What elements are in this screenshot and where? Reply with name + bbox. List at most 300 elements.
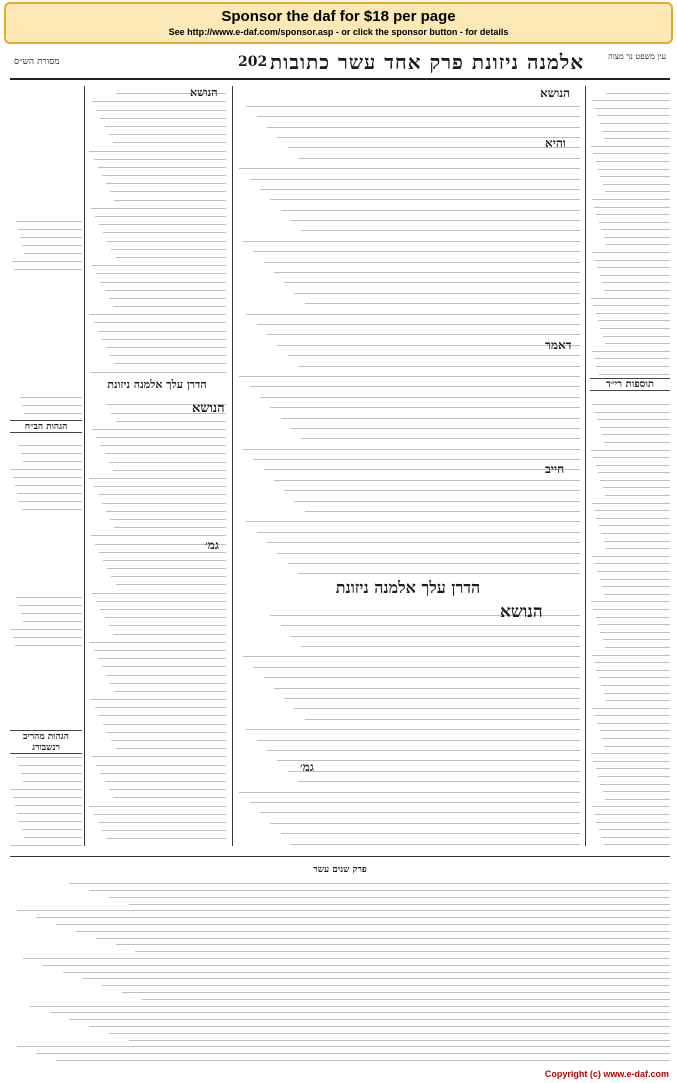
rashi-keyword: הנושא [192, 401, 225, 416]
text-line [111, 740, 226, 741]
text-line [250, 386, 580, 387]
rashi-chapter-end: הדרן עלך אלמנה ניזונת [107, 378, 207, 391]
text-line [89, 314, 226, 315]
text-line [253, 459, 580, 460]
text-line [284, 282, 580, 283]
text-line [288, 355, 580, 356]
text-line [294, 708, 580, 709]
text-line [605, 343, 670, 344]
text-line [94, 322, 226, 323]
text-line [100, 609, 226, 610]
text-line [92, 265, 226, 266]
text-line [595, 563, 670, 564]
text-line [129, 1040, 670, 1041]
text-line [20, 397, 82, 398]
text-line [594, 510, 670, 511]
sponsor-banner[interactable] [4, 2, 673, 44]
text-line [250, 179, 580, 180]
text-line [135, 951, 670, 952]
text-line [598, 472, 670, 473]
text-line [274, 688, 580, 689]
text-line [281, 418, 580, 419]
page-title: אלמנה ניזונת פרק אחד עשר כתובות [270, 50, 585, 74]
gemara-keyword: והיא [545, 136, 566, 150]
text-line [260, 812, 580, 813]
text-line [592, 655, 670, 656]
text-line [91, 372, 226, 373]
text-line [253, 667, 580, 668]
text-line [100, 773, 226, 774]
text-line [99, 715, 226, 716]
text-line [15, 645, 82, 646]
text-line [12, 261, 82, 262]
text-line [593, 305, 670, 306]
text-line [246, 314, 580, 315]
text-line [599, 374, 670, 375]
text-line [592, 252, 670, 253]
text-line [107, 568, 226, 569]
hagahot-habach-heading: הגהות הב״ח [10, 420, 82, 433]
text-line [92, 429, 226, 430]
text-line [96, 437, 226, 438]
text-line [24, 837, 82, 838]
text-line [102, 339, 226, 340]
text-line [113, 306, 226, 307]
text-line [594, 207, 670, 208]
text-line [591, 753, 670, 754]
text-line [274, 480, 580, 481]
text-line [19, 605, 82, 606]
text-line [116, 584, 226, 585]
text-line [593, 609, 670, 610]
text-line [594, 358, 670, 359]
text-line [19, 501, 82, 502]
text-line [105, 617, 226, 618]
text-line [603, 487, 670, 488]
text-line [20, 237, 82, 238]
text-line [14, 269, 82, 270]
text-line [89, 478, 226, 479]
text-line [113, 470, 226, 471]
text-line [301, 646, 580, 647]
text-line [56, 1060, 670, 1061]
text-line [264, 262, 580, 263]
text-line [606, 700, 670, 701]
text-line [116, 944, 670, 945]
text-line [95, 707, 226, 708]
text-line [102, 175, 226, 176]
text-line [76, 931, 670, 932]
text-line [305, 719, 580, 720]
text-line [98, 822, 226, 823]
text-line [106, 347, 226, 348]
text-line [600, 427, 670, 428]
text-line [277, 553, 580, 554]
text-line [89, 1026, 670, 1027]
text-line [277, 345, 580, 346]
text-line [274, 272, 580, 273]
text-line [22, 509, 82, 510]
text-line [604, 442, 670, 443]
column-divider [232, 86, 233, 846]
text-line [116, 421, 226, 422]
text-line [600, 632, 670, 633]
text-line [24, 253, 82, 254]
text-line [83, 978, 670, 979]
text-line [595, 715, 670, 716]
text-line [17, 1046, 670, 1047]
text-line [92, 593, 226, 594]
chapter-end-title: הדרן עלך אלמנה ניזונת [335, 578, 481, 597]
text-line [594, 814, 670, 815]
text-line [114, 363, 226, 364]
text-line [604, 594, 670, 595]
text-line [598, 169, 670, 170]
text-line [267, 334, 580, 335]
text-line [600, 784, 670, 785]
text-line [91, 535, 226, 536]
text-line [89, 806, 226, 807]
text-line [19, 765, 82, 766]
text-line [592, 708, 670, 709]
text-line [102, 985, 670, 986]
text-line [277, 760, 580, 761]
text-line [98, 167, 226, 168]
text-line [602, 282, 670, 283]
text-line [109, 462, 226, 463]
text-line [601, 685, 670, 686]
text-line [113, 797, 226, 798]
text-line [601, 837, 670, 838]
text-line [591, 146, 670, 147]
text-line [43, 965, 670, 966]
text-line [110, 519, 226, 520]
text-line [105, 126, 226, 127]
text-line [94, 814, 226, 815]
mishna-keyword: הנושא [500, 602, 543, 622]
text-line [243, 656, 580, 657]
text-line [239, 792, 580, 793]
ein-mishpat-label: עין משפט נר מצוה [608, 52, 666, 61]
text-line [264, 677, 580, 678]
text-line [592, 404, 670, 405]
text-line [602, 738, 670, 739]
page-number: 202 [238, 54, 268, 70]
text-line [602, 434, 670, 435]
text-line [105, 781, 226, 782]
text-line [63, 972, 670, 973]
gemara-main-text [236, 86, 580, 846]
text-line [598, 624, 670, 625]
text-line [110, 355, 226, 356]
text-line [19, 445, 82, 446]
text-line [17, 813, 82, 814]
text-line [601, 533, 670, 534]
text-line [260, 397, 580, 398]
text-line [604, 541, 670, 542]
rashi-keyword: גמ׳ [205, 538, 219, 552]
text-line [600, 176, 670, 177]
text-line [96, 765, 226, 766]
text-line [105, 453, 226, 454]
gemara-keyword: חייב [545, 462, 565, 476]
text-line [593, 457, 670, 458]
tosafot-heading: תוספות רי״ד [590, 378, 670, 391]
text-line [95, 216, 226, 217]
text-line [243, 449, 580, 450]
text-line [596, 465, 670, 466]
text-line [267, 127, 580, 128]
text-line [111, 249, 226, 250]
text-line [597, 115, 670, 116]
text-line [11, 845, 82, 846]
text-line [100, 445, 226, 446]
text-line [597, 723, 670, 724]
text-line [109, 298, 226, 299]
text-line [96, 601, 226, 602]
gemara-keyword: דאמר [545, 338, 572, 352]
text-line [600, 328, 670, 329]
masoret-hashas-label: מסורת הש״ס [14, 57, 60, 67]
text-line [109, 134, 226, 135]
text-line [596, 366, 670, 367]
text-line [102, 830, 226, 831]
text-line [294, 293, 580, 294]
text-line [298, 158, 580, 159]
text-line [284, 490, 580, 491]
text-line [595, 260, 670, 261]
text-line [596, 161, 670, 162]
text-line [604, 746, 670, 747]
text-line [116, 257, 226, 258]
text-line [109, 897, 670, 898]
text-line [593, 761, 670, 762]
sponsor-subtitle[interactable]: See http://www.e-daf.com/sponsor.asp - or click the sponsor button - for details [168, 27, 509, 37]
text-line [102, 666, 226, 667]
text-line [23, 621, 82, 622]
text-line [270, 407, 580, 408]
text-line [122, 992, 670, 993]
text-line [243, 241, 580, 242]
text-line [602, 131, 670, 132]
copyright-notice[interactable]: Copyright (c) www.e-daf.com [544, 1069, 669, 1079]
text-line [596, 822, 670, 823]
text-line [298, 366, 580, 367]
text-line [253, 251, 580, 252]
text-line [291, 428, 580, 429]
text-line [114, 527, 226, 528]
text-line [98, 331, 226, 332]
text-line [19, 821, 82, 822]
text-line [600, 579, 670, 580]
text-line [106, 183, 226, 184]
text-line [288, 771, 580, 772]
text-line [89, 890, 670, 891]
text-line [21, 773, 82, 774]
text-line [595, 412, 670, 413]
text-line [270, 199, 580, 200]
text-line [264, 469, 580, 470]
text-line [596, 313, 670, 314]
text-line [16, 221, 82, 222]
sponsor-title[interactable]: Sponsor the daf for $18 per page [221, 8, 456, 25]
text-line [606, 548, 670, 549]
text-line [106, 511, 226, 512]
text-line [246, 106, 580, 107]
text-line [592, 199, 670, 200]
text-line [305, 511, 580, 512]
text-line [604, 844, 670, 845]
bottom-heading: פרק שנים עשר [313, 865, 367, 875]
text-line [18, 229, 82, 230]
text-line [257, 532, 580, 533]
text-line [13, 637, 82, 638]
text-line [281, 210, 580, 211]
text-line [109, 789, 226, 790]
text-line [102, 503, 226, 504]
text-line [592, 556, 670, 557]
page-header [10, 48, 670, 80]
text-line [99, 224, 226, 225]
text-line [15, 805, 82, 806]
text-line [23, 781, 82, 782]
text-line [600, 480, 670, 481]
text-line [110, 191, 226, 192]
text-line [23, 461, 82, 462]
text-line [301, 438, 580, 439]
text-line [24, 413, 82, 414]
text-line [600, 123, 670, 124]
text-line [56, 924, 670, 925]
text-line [592, 100, 670, 101]
text-line [597, 571, 670, 572]
text-line [291, 844, 580, 845]
text-line [17, 493, 82, 494]
text-line [114, 691, 226, 692]
text-line [591, 450, 670, 451]
text-line [92, 101, 226, 102]
rashi-commentary [88, 86, 226, 846]
text-line [109, 1033, 670, 1034]
text-line [91, 208, 226, 209]
mishna-keyword: הנושא [540, 86, 571, 100]
text-line [270, 823, 580, 824]
text-line [13, 477, 82, 478]
text-line [594, 662, 670, 663]
rashi-keyword: הנושא [190, 86, 218, 99]
text-line [50, 1012, 670, 1013]
text-line [36, 917, 670, 918]
text-line [593, 153, 670, 154]
text-line [281, 833, 580, 834]
text-line [69, 883, 670, 884]
text-line [305, 303, 580, 304]
text-line [23, 958, 670, 959]
text-line [16, 757, 82, 758]
text-line [591, 298, 670, 299]
text-line [605, 495, 670, 496]
text-line [596, 670, 670, 671]
text-line [592, 806, 670, 807]
text-line [599, 677, 670, 678]
text-line [22, 829, 82, 830]
text-line [298, 573, 580, 574]
text-line [129, 904, 670, 905]
text-line [591, 601, 670, 602]
text-line [605, 799, 670, 800]
text-line [603, 336, 670, 337]
text-line [291, 220, 580, 221]
text-line [105, 290, 226, 291]
text-line [604, 693, 670, 694]
text-line [103, 560, 226, 561]
text-line [92, 756, 226, 757]
column-divider [84, 86, 85, 846]
text-line [291, 636, 580, 637]
text-line [94, 486, 226, 487]
text-line [107, 241, 226, 242]
text-line [94, 159, 226, 160]
text-line [96, 273, 226, 274]
text-line [114, 200, 226, 201]
text-line [11, 629, 82, 630]
text-line [98, 658, 226, 659]
text-line [257, 740, 580, 741]
text-line [603, 639, 670, 640]
text-line [13, 797, 82, 798]
text-line [69, 1019, 670, 1020]
hagahot-rashba-heading: הגהות מהריב רנשבורג [10, 730, 82, 754]
text-line [246, 729, 580, 730]
text-line [294, 501, 580, 502]
text-line [15, 485, 82, 486]
text-line [603, 184, 670, 185]
text-line [113, 142, 226, 143]
text-line [606, 244, 670, 245]
text-line [596, 617, 670, 618]
text-line [260, 189, 580, 190]
text-line [600, 275, 670, 276]
text-line [277, 137, 580, 138]
text-line [239, 168, 580, 169]
text-line [98, 494, 226, 495]
text-line [597, 267, 670, 268]
text-line [89, 642, 226, 643]
text-line [22, 245, 82, 246]
text-line [599, 829, 670, 830]
tosafot-commentary [590, 86, 670, 846]
text-line [281, 625, 580, 626]
text-line [596, 768, 670, 769]
text-line [606, 93, 670, 94]
text-line [599, 525, 670, 526]
text-line [605, 191, 670, 192]
text-line [111, 576, 226, 577]
text-line [267, 750, 580, 751]
gemara-keyword: גמ׳ [300, 760, 314, 774]
text-line [100, 118, 226, 119]
text-line [94, 650, 226, 651]
text-line [267, 542, 580, 543]
text-line [301, 230, 580, 231]
text-line [604, 237, 670, 238]
text-line [596, 214, 670, 215]
text-line [30, 1006, 670, 1007]
text-line [603, 791, 670, 792]
text-line [597, 419, 670, 420]
text-line [596, 518, 670, 519]
text-line [89, 151, 226, 152]
